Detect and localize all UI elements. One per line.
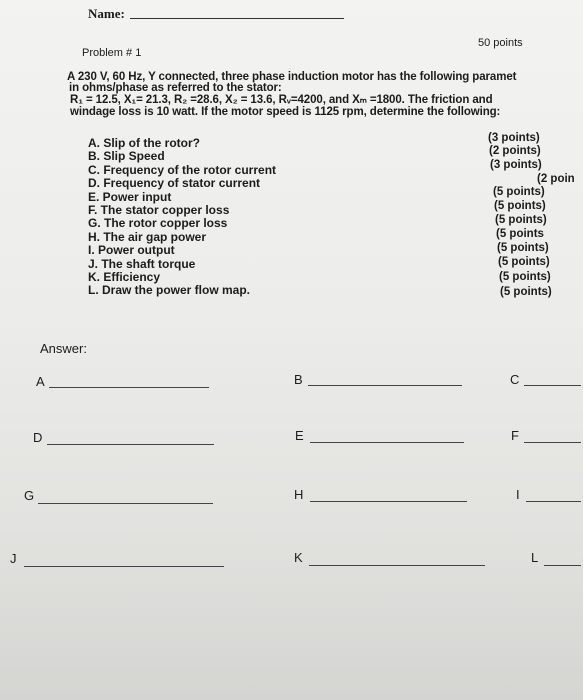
statement-line-1: A 230 V, 60 Hz, Y connected, three phase induction motor has the following paramet	[67, 71, 517, 83]
question-points-f: (5 points)	[494, 200, 546, 212]
points-label: 50 points	[478, 37, 523, 49]
name-label: Name:	[88, 6, 125, 21]
answer-letter-i: I	[516, 487, 520, 502]
answer-line-k[interactable]	[309, 565, 485, 566]
statement-line-4: windage loss is 10 watt. If the motor speed is 1125 rpm, determine the following:	[70, 106, 501, 118]
question-points-l: (5 points)	[500, 286, 552, 298]
question-item: K. Efficiency	[88, 270, 161, 285]
answer-letter-h: H	[294, 487, 304, 502]
question-points-h: (5 points	[496, 228, 544, 240]
question-points-e: (5 points)	[493, 186, 545, 198]
question-points-a: (3 points)	[488, 132, 540, 144]
answer-line-e[interactable]	[310, 442, 464, 443]
answer-line-g[interactable]	[38, 503, 213, 504]
answer-line-h[interactable]	[310, 501, 467, 502]
question-points-d: (2 poin	[537, 173, 575, 185]
answer-line-b[interactable]	[308, 385, 462, 386]
question-points-k: (5 points)	[499, 271, 551, 283]
question-points-b: (2 points)	[489, 145, 541, 157]
question-points-i: (5 points)	[497, 242, 549, 254]
answer-line-f[interactable]	[524, 442, 581, 443]
answer-label: Answer:	[40, 341, 87, 356]
answer-line-l[interactable]	[544, 565, 581, 566]
question-item: C. Frequency of the rotor current	[88, 162, 277, 177]
question-item: I. Power output	[88, 243, 175, 258]
answer-line-d[interactable]	[47, 444, 214, 445]
question-points-j: (5 points)	[498, 256, 550, 268]
answer-letter-k: K	[294, 550, 303, 565]
question-list	[88, 137, 276, 298]
question-item: H. The air gap power	[88, 229, 207, 244]
answer-line-a[interactable]	[49, 387, 209, 388]
answer-letter-f: F	[511, 428, 519, 443]
question-item: E. Power input	[88, 189, 172, 204]
answer-line-c[interactable]	[524, 385, 581, 386]
answer-letter-d: D	[33, 430, 43, 445]
question-item: F. The stator copper loss	[88, 203, 230, 218]
question-item: G. The rotor copper loss	[88, 216, 228, 231]
answer-line-j[interactable]	[24, 566, 224, 567]
question-points-g: (5 points)	[495, 214, 547, 226]
answer-letter-a: A	[36, 374, 45, 389]
answer-letter-j: J	[10, 551, 17, 566]
question-points-c: (3 points)	[490, 159, 542, 171]
statement-line-3: R₁ = 12.5, X₁= 21.3, R₂ =28.6, X₂ = 13.6, Rᵥ=4200, and Xₘ =1800. The friction and	[70, 94, 493, 106]
answer-letter-l: L	[531, 550, 539, 565]
answer-line-i[interactable]	[526, 501, 581, 502]
answer-letter-c: C	[510, 372, 520, 387]
answer-letter-e: E	[295, 428, 304, 443]
question-item: J. The shaft torque	[88, 256, 196, 271]
question-item: D. Frequency of stator current	[88, 176, 261, 191]
question-item: L. Draw the power flow map.	[88, 283, 251, 298]
answer-letter-g: G	[24, 488, 35, 503]
question-item: A. Slip of the rotor?	[88, 136, 200, 150]
name-field[interactable]	[130, 18, 344, 19]
answer-letter-b: B	[294, 372, 303, 387]
statement-line-2: in ohms/phase as referred to the stator:	[69, 82, 282, 94]
question-item: B. Slip Speed	[88, 149, 165, 164]
problem-label: Problem # 1	[82, 47, 142, 59]
